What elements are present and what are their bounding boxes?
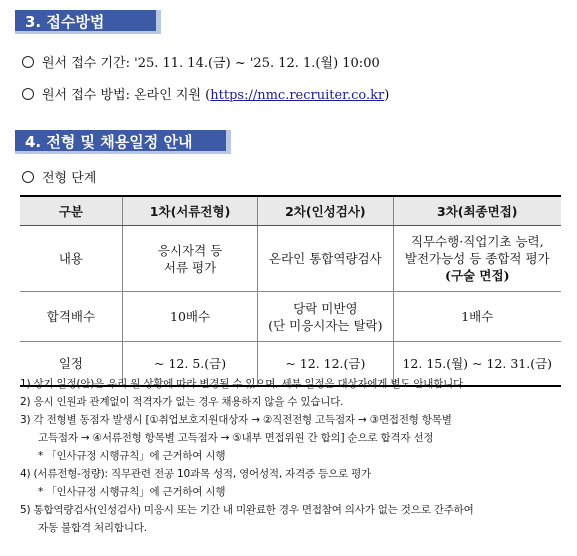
cell-line: (단 미응시자는 탈락) <box>268 317 383 333</box>
header-stage-1: 1차(서류전형) <box>122 196 257 226</box>
table-header-row <box>20 196 561 226</box>
row-label-schedule: 일정 <box>20 342 122 386</box>
cell-line: 당락 미반영 <box>293 300 358 316</box>
cell-content-stage-1 <box>122 226 257 292</box>
header-stage-3: 3차(최종면접) <box>393 196 561 226</box>
section-3-title: 3. 접수방법 <box>25 13 105 31</box>
row-label-multiplier: 합격배수 <box>20 292 122 342</box>
note-4-regulation: * 「인사규정 시행규칙」에 근거하여 시행 <box>38 486 226 498</box>
selection-schedule-table <box>20 195 561 387</box>
note-3: 3) 각 전형별 동점자 발생시 [①취업보호지원대상자 → ②직전전형 고득점자 → ③면접전형 항목별 <box>20 414 452 426</box>
section-4-header <box>15 130 231 154</box>
note-2: 2) 응시 인원과 관계없이 적격자가 없는 경우 채용하지 않을 수 있습니다. <box>20 396 344 408</box>
section-3-header <box>15 10 161 34</box>
selection-stages-text: 전형 단계 <box>42 171 97 186</box>
cell-line: 12. 15.(월) ~ 12. 31.(금) <box>402 355 553 371</box>
note-1: 1) 상기 일정(안)은 우리 원 상황에 따라 변경될 수 있으며, 세부 일정은 대상자에게 별도 안내합니다. <box>20 378 467 390</box>
application-method-prefix: 원서 접수 방법: 온라인 지원 ( <box>42 88 211 103</box>
note-5: 5) 통합역량검사(인성검사) 미응시 또는 기간 내 미완료한 경우 면접참여 의사가 없는 것으로 간주하여 <box>20 504 474 516</box>
note-4: 4) (서류전형-정량): 직무관련 전공 10과목 성적, 영어성적, 자격증 등으로 평가 <box>20 468 371 480</box>
note-3-regulation: * 「인사규정 시행규칙」에 근거하여 시행 <box>38 450 226 462</box>
application-method-suffix: ) <box>384 88 390 103</box>
cell-line: ~ 12. 12.(금) <box>285 355 366 371</box>
cell-line: 발전가능성 등 종합적 평가 <box>404 251 550 266</box>
header-stage-2: 2차(인성검사) <box>258 196 393 226</box>
application-period-text: 원서 접수 기간: '25. 11. 14.(금) ~ '25. 12. 1.(월) 10:00 <box>42 56 380 71</box>
application-period <box>22 52 380 71</box>
recruiter-link[interactable]: https://nmc.recruiter.co.kr <box>210 88 385 103</box>
section-4-title: 4. 전형 및 채용일정 안내 <box>25 133 193 151</box>
cell-line: 온라인 통합역량검사 <box>269 251 382 266</box>
cell-content-stage-3 <box>393 226 561 292</box>
circle-bullet-icon <box>22 56 34 68</box>
table-row <box>20 226 561 292</box>
cell-line: 서류 평가 <box>163 259 217 275</box>
circle-bullet-icon <box>22 88 34 100</box>
circle-bullet-icon <box>22 171 34 183</box>
table-row <box>20 292 561 342</box>
cell-line: 1배수 <box>461 309 494 324</box>
cell-content-stage-2 <box>258 226 393 292</box>
cell-line: (구술 면접) <box>445 268 510 283</box>
selection-stages-heading <box>22 167 96 186</box>
cell-line: ~ 12. 5.(금) <box>154 355 227 371</box>
cell-multiplier-stage-1 <box>122 292 257 342</box>
cell-multiplier-stage-3 <box>393 292 561 342</box>
cell-line: 응시자격 등 <box>157 242 223 258</box>
cell-multiplier-stage-2 <box>258 292 393 342</box>
cell-line: 10배수 <box>170 309 211 324</box>
note-3-continued: 고득점자 → ④서류전형 항목별 고득점자 → ⑤내부 면접위원 간 합의] 순으로 합격자 선정 <box>38 432 434 444</box>
cell-line: 직무수행·직업기초 능력, <box>410 234 544 249</box>
header-category: 구분 <box>20 196 122 226</box>
note-5-continued: 자동 불합격 처리합니다. <box>38 522 147 534</box>
application-method <box>22 84 389 103</box>
row-label-content: 내용 <box>20 226 122 292</box>
